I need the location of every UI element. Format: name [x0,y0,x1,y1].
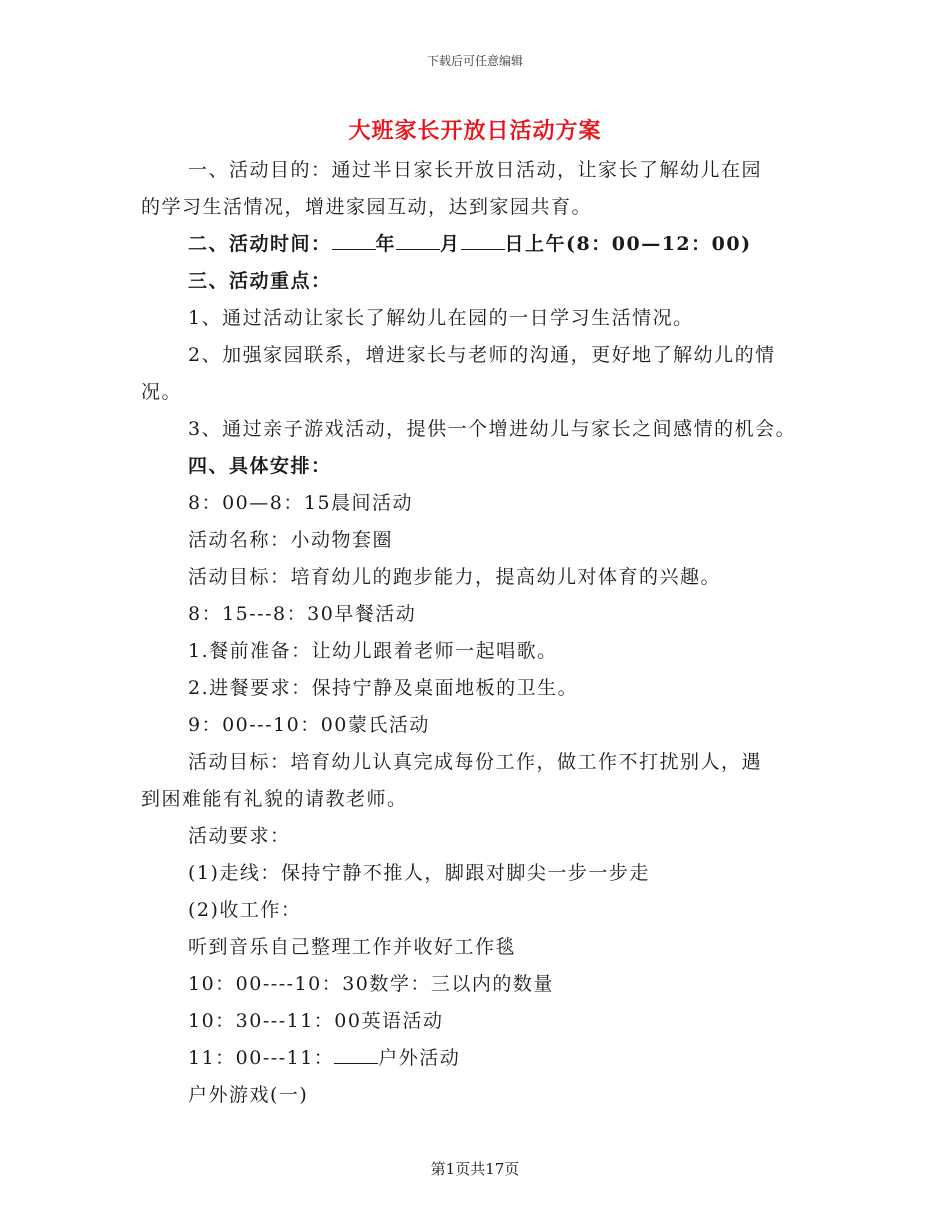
purpose-line-1: 一、活动目的：通过半日家长开放日活动，让家长了解幼儿在园 [188,159,763,181]
focus-item-1: 1、通过活动让家长了解幼儿在园的一日学习生活情况。 [188,307,694,329]
time-prefix: 二、活动时间： [188,233,332,255]
schedule-line-1: 8：00—8：15晨间活动 [188,492,414,514]
focus-item-2-line-1: 2、加强家园联系，增进家长与老师的沟通，更好地了解幼儿的情 [188,344,776,366]
schedule-line-12: 听到音乐自己整理工作并收好工作毯 [188,936,517,958]
schedule-line-7: 9：00---10：00蒙氏活动 [188,714,430,736]
purpose-line-2: 的学习生活情况，增进家园互动，达到家园共育。 [141,196,593,218]
time-year: 年 [375,233,397,255]
schedule-line-6: 2.进餐要求：保持宁静及桌面地板的卫生。 [188,677,579,699]
schedule-line-8a: 活动目标：培育幼儿认真完成每份工作，做工作不打扰别人，遇 [188,751,763,773]
schedule-line-13: 10：00----10：30数学：三以内的数量 [188,973,554,995]
schedule-line-15-suffix: 户外活动 [378,1047,461,1069]
schedule-heading: 四、具体安排： [188,455,332,477]
year-blank [332,231,376,250]
activity-time [141,226,821,263]
schedule-line-5: 1.餐前准备：让幼儿跟着老师一起唱歌。 [188,640,558,662]
time-suffix: 日上午(8：00—12：00) [504,233,752,255]
focus-item-3: 3、通过亲子游戏活动，提供一个增进幼儿与家长之间感情的机会。 [188,418,797,440]
schedule-line-3: 活动目标：培育幼儿的跑步能力，提高幼儿对体育的兴趣。 [188,566,722,588]
schedule-line-4: 8：15---8：30早餐活动 [188,603,417,625]
schedule-line-15-prefix: 11：00---11： [188,1047,335,1069]
document-title: 大班家长开放日活动方案 [348,118,602,144]
time-blank [334,1045,378,1064]
schedule-line-8b: 到困难能有礼貌的请教老师。 [141,788,408,810]
day-blank [461,231,505,250]
schedule-line-9: 活动要求： [188,825,291,847]
time-month: 月 [440,233,461,255]
schedule-line-14: 10：30---11：00英语活动 [188,1010,444,1032]
schedule-line-16: 户外游戏(一) [188,1084,309,1106]
schedule-line-15 [141,1040,821,1077]
header-note: 下载后可任意编辑 [426,54,523,68]
schedule-line-10: (1)走线：保持宁静不推人，脚跟对脚尖一步一步走 [188,862,650,884]
schedule-line-2: 活动名称：小动物套圈 [188,529,394,551]
schedule-line-11: (2)收工作： [188,899,302,921]
page-footer: 第1页共17页 [430,1160,520,1178]
focus-item-2-line-2: 况。 [141,381,183,403]
month-blank [396,231,440,250]
document-body [141,152,821,1114]
focus-heading: 三、活动重点： [188,270,332,292]
